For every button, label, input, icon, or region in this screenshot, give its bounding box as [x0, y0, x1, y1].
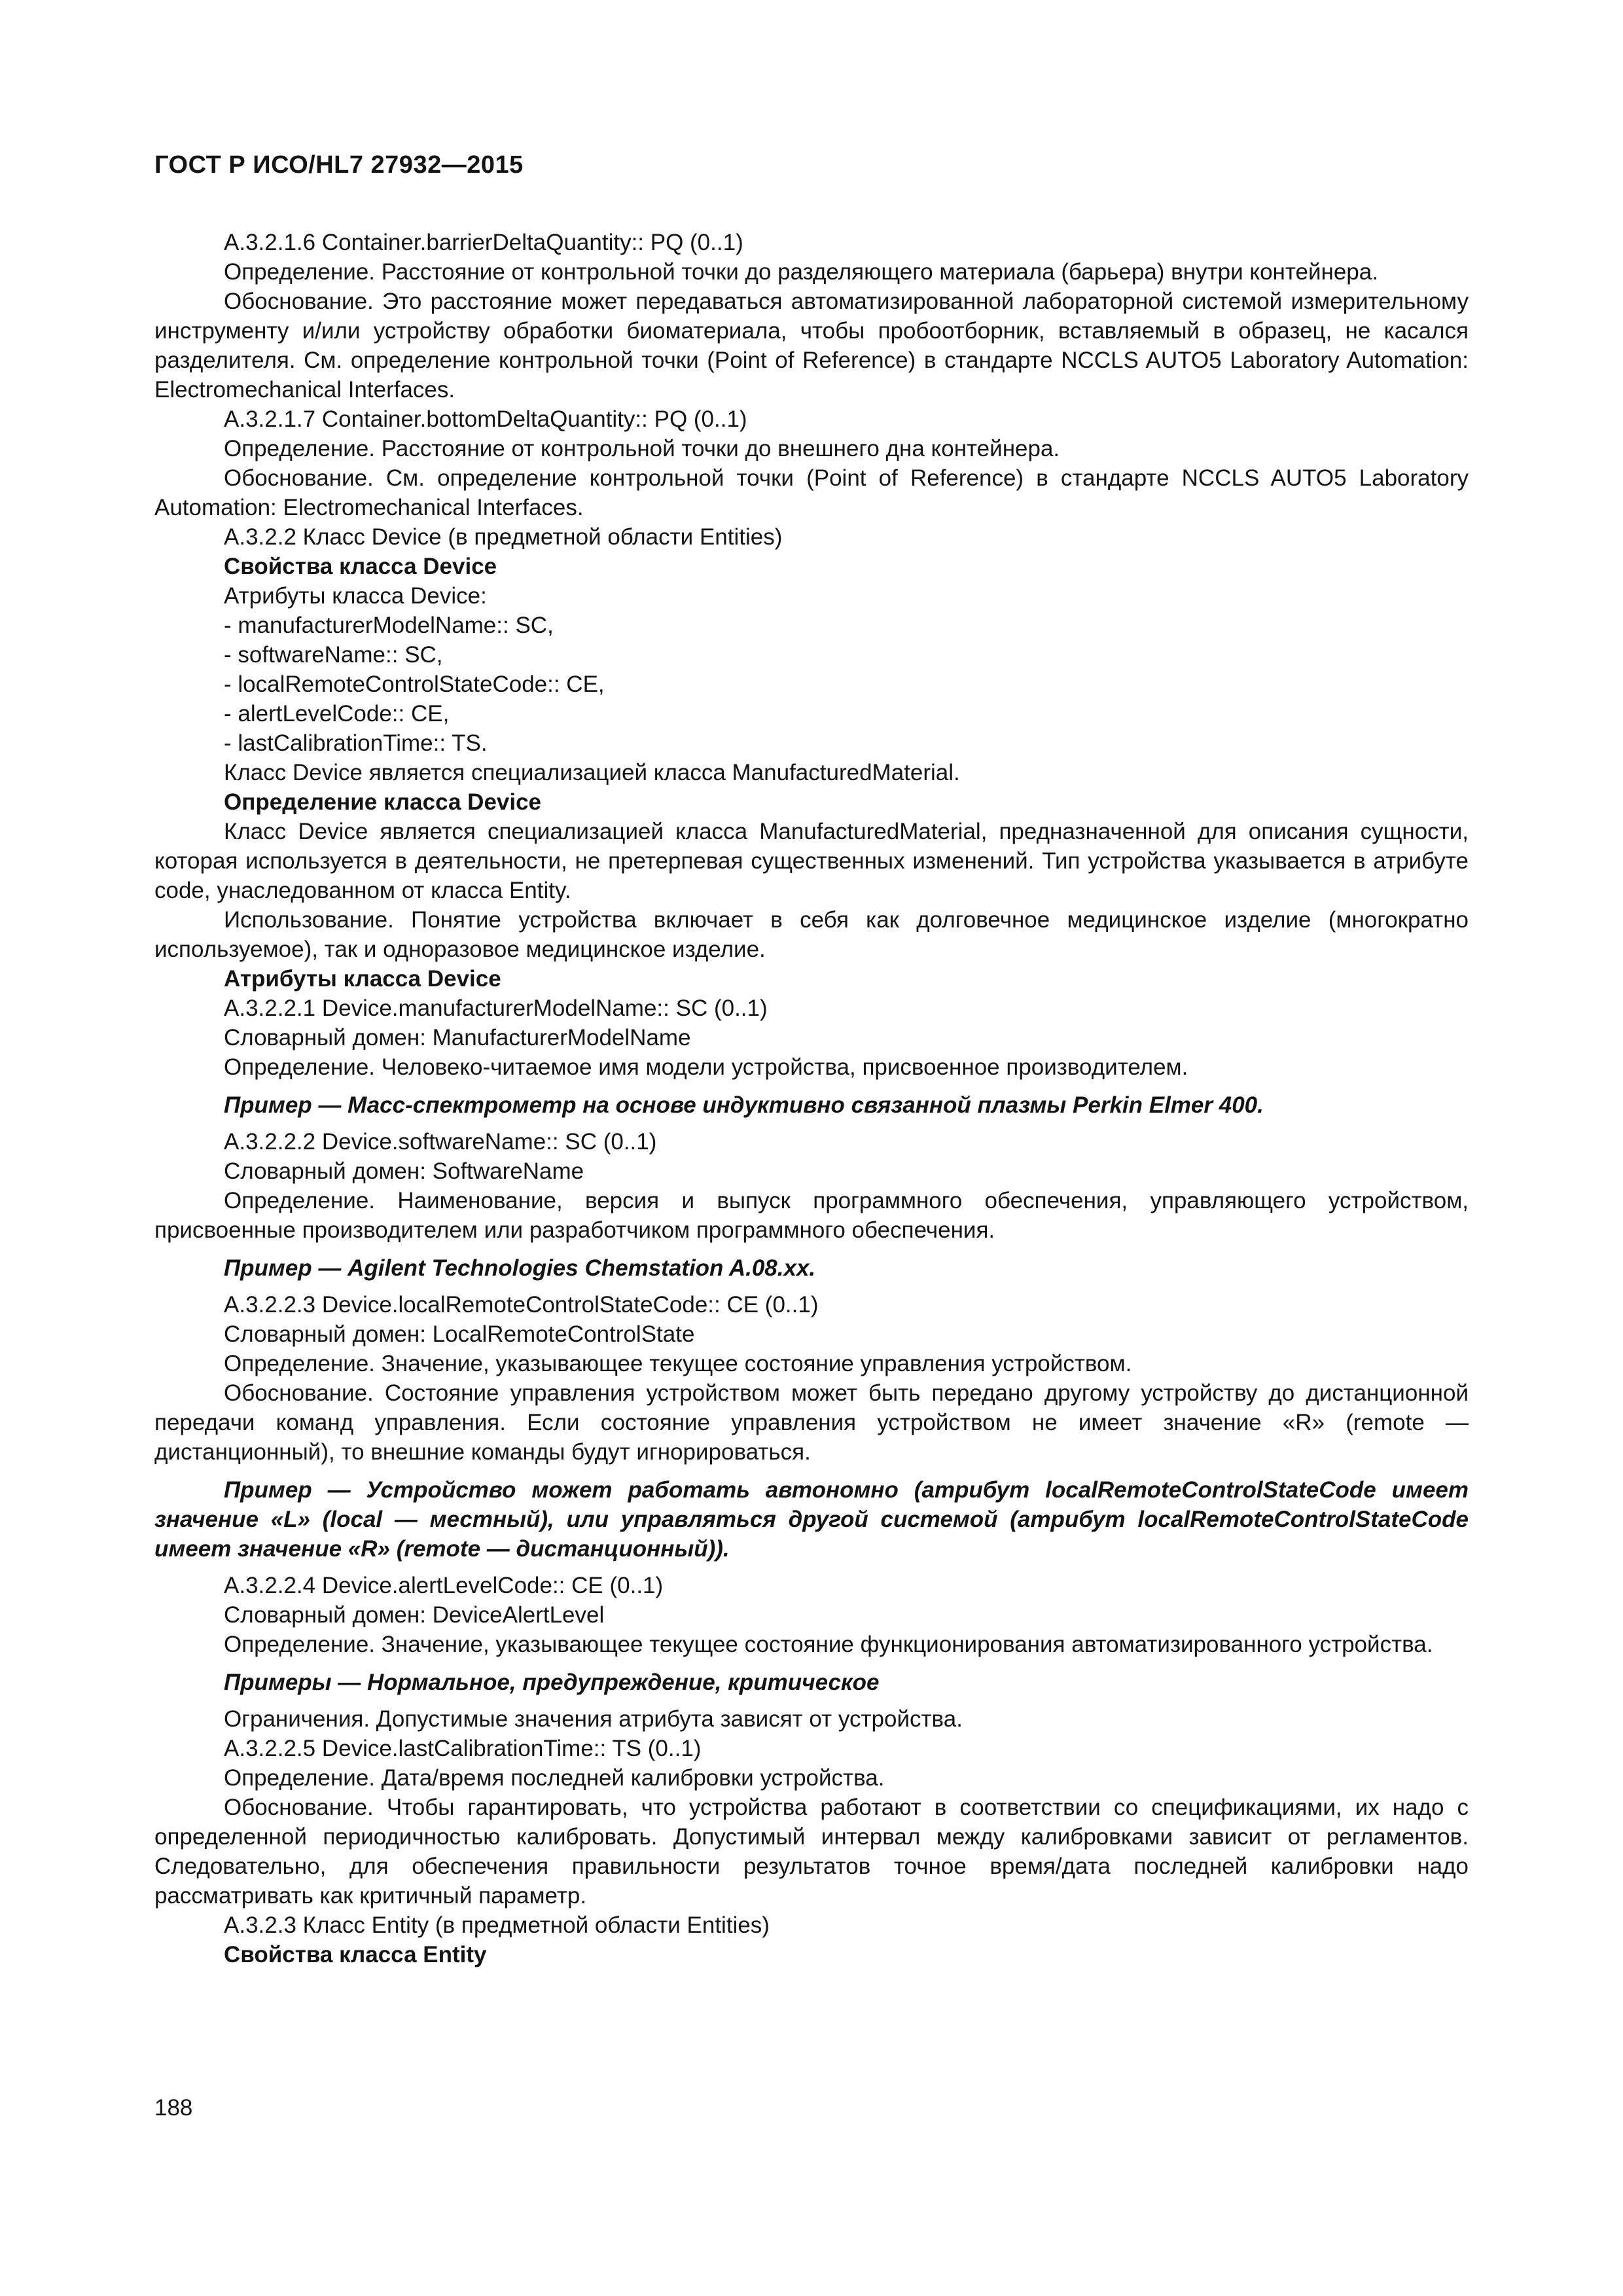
body-paragraph: A.3.2.2.2 Device.softwareName:: SC (0..1)	[224, 1129, 657, 1155]
body-paragraph: A.3.2.1.7 Container.bottomDeltaQuantity:: PQ (0..1)	[224, 406, 747, 432]
body-paragraph: Класс Device является специализацией класса ManufacturedMaterial, предназначенной для описания сущности, которая используется в деятельности, не претерпевая существенных изменений. Тип устройства указывается в атрибуте code, унаследованном от класса Entity.	[154, 819, 1469, 903]
body-paragraph: A.3.2.2.4 Device.alertLevelCode:: CE (0..1)	[224, 1573, 664, 1598]
section-heading: Свойства класса Entity	[224, 1942, 487, 1967]
body-paragraph: Словарный домен: SoftwareName	[224, 1158, 584, 1184]
example-note: Пример — Agilent Technologies Chemstation A.08.xx.	[224, 1255, 816, 1281]
body-paragraph: Определение. Значение, указывающее текущее состояние управления устройством.	[224, 1351, 1132, 1376]
body-paragraph: Словарный домен: LocalRemoteControlState	[224, 1321, 695, 1347]
body-paragraph: Словарный домен: ManufacturerModelName	[224, 1025, 691, 1050]
section-heading: Определение класса Device	[224, 789, 542, 815]
body-paragraph: Обоснование. Чтобы гарантировать, что устройства работают в соответствии со спецификациями, их надо с определенной периодичностью калибровать. Допустимый интервал между калибровками зависит от регламентов. Следовательно, для обеспечения правильности результатов точное время/дата последней калибровки надо рассматривать как критичный параметр.	[154, 1795, 1469, 1909]
body-paragraph: Словарный домен: DeviceAlertLevel	[224, 1602, 605, 1628]
body-paragraph: Класс Device является специализацией класса ManufacturedMaterial.	[224, 760, 960, 785]
page-header-title: ГОСТ Р ИСО/HL7 27932—2015	[154, 151, 524, 179]
body-paragraph: A.3.2.2.3 Device.localRemoteControlStateCode:: CE (0..1)	[224, 1292, 819, 1318]
body-paragraph: Использование. Понятие устройства включает в себя как долговечное медицинское изделие (многократно используемое), так и одноразовое медицинское изделие.	[154, 907, 1469, 962]
body-paragraph: Определение. Дата/время последней калибровки устройства.	[224, 1765, 885, 1791]
example-note: Пример — Устройство может работать автономно (атрибут localRemoteControlStateCode имеет значение «L» (local — местный), или управляться другой системой (атрибут localRemoteControlStateCode имеет значение «R» (remote — дистанционный)).	[154, 1477, 1469, 1562]
body-paragraph: - manufacturerModelName:: SC,	[224, 613, 554, 638]
body-paragraph: Определение. Значение, указывающее текущее состояние функционирования автоматизированного устройства.	[224, 1632, 1433, 1657]
page-number: 188	[154, 2095, 193, 2121]
body-paragraph: Атрибуты класса Device:	[224, 583, 487, 609]
body-paragraph: A.3.2.2.1 Device.manufacturerModelName:: SC (0..1)	[224, 996, 768, 1021]
body-paragraph: Определение. Наименование, версия и выпуск программного обеспечения, управляющего устройством, присвоенные производителем или разработчиком программного обеспечения.	[154, 1188, 1469, 1243]
body-paragraph: Ограничения. Допустимые значения атрибута зависят от устройства.	[224, 1706, 963, 1732]
body-paragraph: - alertLevelCode:: CE,	[224, 701, 450, 726]
example-note: Пример — Масс-спектрометр на основе индуктивно связанной плазмы Perkin Elmer 400.	[224, 1092, 1264, 1118]
body-paragraph: A.3.2.2.5 Device.lastCalibrationTime:: TS (0..1)	[224, 1736, 702, 1761]
body-paragraph: Определение. Человеко-читаемое имя модели устройства, присвоенное производителем.	[224, 1054, 1188, 1080]
document-body	[154, 228, 1469, 1969]
body-paragraph: A.3.2.1.6 Container.barrierDeltaQuantity:: PQ (0..1)	[224, 230, 743, 255]
body-paragraph: Обоснование. Состояние управления устройством может быть передано другому устройству до дистанционной передачи команд управления. Если состояние управления устройством не имеет значение «R» (remote — дистанционный), то внешние команды будут игнорироваться.	[154, 1380, 1469, 1465]
body-paragraph: - lastCalibrationTime:: TS.	[224, 730, 488, 756]
body-paragraph: Обоснование. См. определение контрольной точки (Point of Reference) в стандарте NCCLS AUTO5 Laboratory Automation: Electromechanical Interfaces.	[154, 465, 1469, 520]
body-paragraph: A.3.2.3 Класс Entity (в предметной области Entities)	[224, 1912, 770, 1938]
example-note: Примеры — Нормальное, предупреждение, критическое	[224, 1670, 880, 1695]
body-paragraph: - localRemoteControlStateCode:: CE,	[224, 672, 605, 697]
body-paragraph: A.3.2.2 Класс Device (в предметной области Entities)	[224, 524, 783, 550]
body-paragraph: Определение. Расстояние от контрольной точки до внешнего дна контейнера.	[224, 436, 1060, 461]
body-paragraph: Обоснование. Это расстояние может передаваться автоматизированной лабораторной системой измерительному инструменту и/или устройству обработки биоматериала, чтобы пробоотборник, вставляемый в образец, не касался разделителя. См. определение контрольной точки (Point of Reference) в стандарте NCCLS AUTO5 Laboratory Automation: Electromechanical Interfaces.	[154, 289, 1469, 403]
body-paragraph: - softwareName:: SC,	[224, 642, 443, 668]
section-heading: Свойства класса Device	[224, 554, 497, 579]
section-heading: Атрибуты класса Device	[224, 966, 501, 992]
body-paragraph: Определение. Расстояние от контрольной точки до разделяющего материала (барьера) внутри контейнера.	[224, 259, 1378, 285]
